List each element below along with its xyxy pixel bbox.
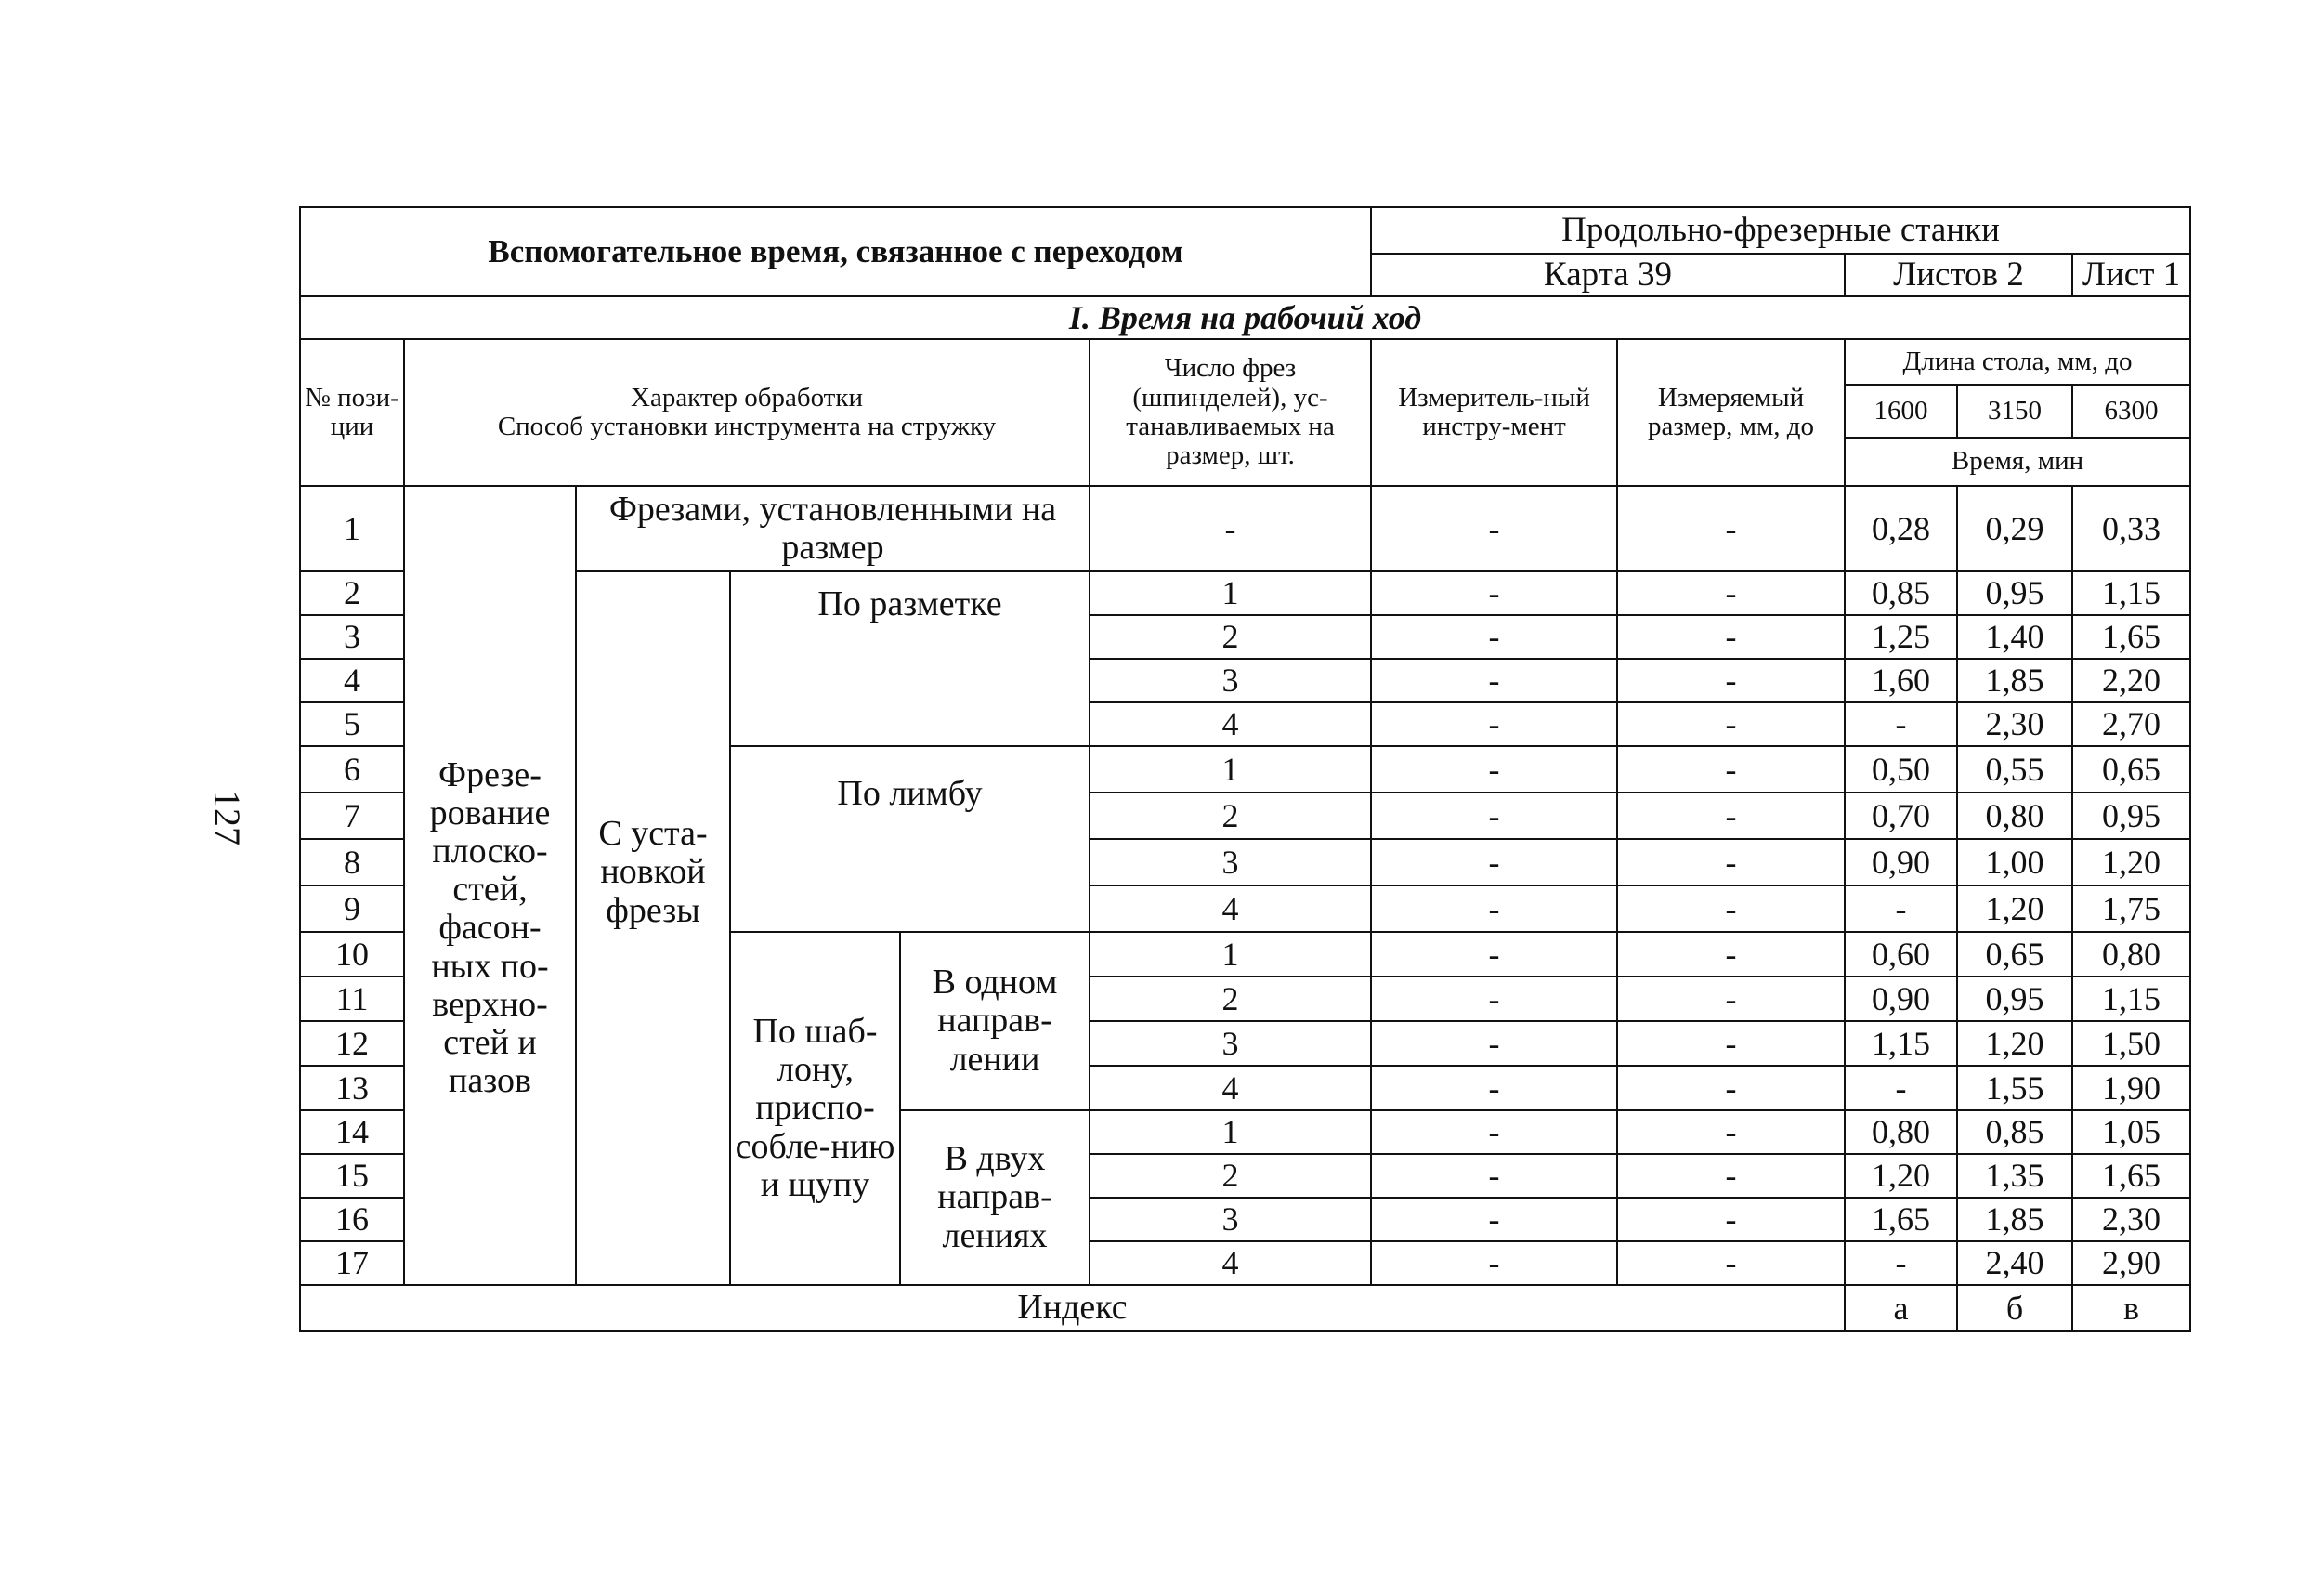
time-6300-cell: 2,20: [2072, 659, 2190, 702]
position-cell: 15: [300, 1154, 404, 1198]
cutters-cell: 3: [1090, 1198, 1371, 1241]
col-header-table-length: Длина стола, мм, до: [1845, 339, 2190, 385]
time-3150-cell: 0,85: [1957, 1110, 2072, 1154]
cutters-cell: 4: [1090, 885, 1371, 932]
time-1600-cell: 0,70: [1845, 793, 1957, 839]
position-cell: 14: [300, 1110, 404, 1154]
time-6300-cell: 1,75: [2072, 885, 2190, 932]
time-1600-cell: 1,20: [1845, 1154, 1957, 1198]
time-1600-cell: 0,50: [1845, 746, 1957, 793]
position-cell: 12: [300, 1021, 404, 1066]
time-6300-cell: 1,15: [2072, 977, 2190, 1021]
measured-size-cell: -: [1617, 659, 1845, 702]
page-number: 127: [206, 790, 249, 845]
time-6300-cell: 1,15: [2072, 571, 2190, 615]
cutters-cell: -: [1090, 486, 1371, 571]
auxiliary-time-card-table: [299, 206, 2191, 1332]
measuring-tool-cell: -: [1371, 885, 1617, 932]
card-title: Вспомогательное время, связанное с переходом: [300, 207, 1371, 296]
cutters-cell: 3: [1090, 1021, 1371, 1066]
time-6300-cell: 1,65: [2072, 615, 2190, 659]
time-3150-cell: 2,40: [1957, 1241, 2072, 1285]
cutters-cell: 1: [1090, 746, 1371, 793]
time-1600-cell: 1,25: [1845, 615, 1957, 659]
group-one-direction: В одном направ-лении: [900, 932, 1090, 1110]
position-cell: 16: [300, 1198, 404, 1241]
col-header-length: 1600: [1845, 385, 1957, 438]
section-title: I. Время на рабочий ход: [300, 296, 2190, 339]
measuring-tool-cell: -: [1371, 977, 1617, 1021]
position-cell: 17: [300, 1241, 404, 1285]
time-3150-cell: 1,40: [1957, 615, 2072, 659]
col-header-processing-type: Характер обработки: [631, 382, 863, 413]
time-6300-cell: 1,20: [2072, 839, 2190, 885]
cutters-cell: 2: [1090, 977, 1371, 1021]
measuring-tool-cell: -: [1371, 659, 1617, 702]
time-3150-cell: 0,80: [1957, 793, 2072, 839]
position-cell: 4: [300, 659, 404, 702]
group-by-marking: По разметке: [730, 571, 1090, 746]
time-3150-cell: 0,95: [1957, 977, 2072, 1021]
time-6300-cell: 1,90: [2072, 1066, 2190, 1110]
group-two-directions: В двух направ-лениях: [900, 1110, 1090, 1285]
cutters-cell: 3: [1090, 659, 1371, 702]
time-1600-cell: 0,90: [1845, 839, 1957, 885]
measured-size-cell: -: [1617, 1110, 1845, 1154]
cutters-cell: 2: [1090, 793, 1371, 839]
measured-size-cell: -: [1617, 1198, 1845, 1241]
time-3150-cell: 0,29: [1957, 486, 2072, 571]
position-cell: 13: [300, 1066, 404, 1110]
measuring-tool-cell: -: [1371, 1198, 1617, 1241]
col-header-position: № пози-ции: [300, 339, 404, 486]
time-3150-cell: 0,55: [1957, 746, 2072, 793]
time-1600-cell: -: [1845, 885, 1957, 932]
group-milling-text: Фрезе-рование плоско-стей, фасон-ных по-верхно-стей и пазов: [429, 755, 551, 1100]
measuring-tool-cell: -: [1371, 1110, 1617, 1154]
cutters-cell: 4: [1090, 1241, 1371, 1285]
cutters-cell: 3: [1090, 839, 1371, 885]
sheets-count: Листов 2: [1845, 254, 2072, 296]
time-1600-cell: -: [1845, 702, 1957, 746]
time-3150-cell: 1,55: [1957, 1066, 2072, 1110]
measuring-tool-cell: -: [1371, 1241, 1617, 1285]
position-cell: 7: [300, 793, 404, 839]
position-cell: 10: [300, 932, 404, 977]
measured-size-cell: -: [1617, 702, 1845, 746]
time-1600-cell: 0,28: [1845, 486, 1957, 571]
col-header-measured-size: Измеряемый размер, мм, до: [1617, 339, 1845, 486]
measured-size-cell: -: [1617, 486, 1845, 571]
measured-size-cell: -: [1617, 793, 1845, 839]
group-with-setup: С уста-новкой фрезы: [576, 571, 730, 1285]
time-1600-cell: 0,85: [1845, 571, 1957, 615]
time-6300-cell: 2,70: [2072, 702, 2190, 746]
measuring-tool-cell: -: [1371, 615, 1617, 659]
col-header-processing: [404, 339, 1090, 486]
cutters-cell: 4: [1090, 1066, 1371, 1110]
time-1600-cell: 0,90: [1845, 977, 1957, 1021]
measuring-tool-cell: -: [1371, 839, 1617, 885]
time-6300-cell: 0,65: [2072, 746, 2190, 793]
col-header-length: 6300: [2072, 385, 2190, 438]
col-header-length: 3150: [1957, 385, 2072, 438]
time-6300-cell: 1,65: [2072, 1154, 2190, 1198]
measuring-tool-cell: -: [1371, 486, 1617, 571]
cutters-cell: 1: [1090, 571, 1371, 615]
cutters-cell: 2: [1090, 1154, 1371, 1198]
time-6300-cell: 0,80: [2072, 932, 2190, 977]
time-1600-cell: 1,65: [1845, 1198, 1957, 1241]
time-1600-cell: 0,80: [1845, 1110, 1957, 1154]
measuring-tool-cell: -: [1371, 746, 1617, 793]
time-3150-cell: 1,35: [1957, 1154, 2072, 1198]
measured-size-cell: -: [1617, 571, 1845, 615]
measured-size-cell: -: [1617, 1066, 1845, 1110]
time-3150-cell: 1,85: [1957, 659, 2072, 702]
group-set-size: Фрезами, установленными на размер: [576, 486, 1090, 571]
time-1600-cell: -: [1845, 1241, 1957, 1285]
measuring-tool-cell: -: [1371, 1154, 1617, 1198]
position-cell: 1: [300, 486, 404, 571]
time-6300-cell: 1,05: [2072, 1110, 2190, 1154]
cutters-cell: 1: [1090, 1110, 1371, 1154]
position-cell: 5: [300, 702, 404, 746]
measuring-tool-cell: -: [1371, 702, 1617, 746]
group-by-template: По шаб-лону, приспо-собле-нию и щупу: [730, 932, 900, 1285]
measured-size-cell: -: [1617, 977, 1845, 1021]
time-3150-cell: 1,85: [1957, 1198, 2072, 1241]
col-header-time: Время, мин: [1845, 438, 2190, 486]
index-label: Индекс: [300, 1285, 1845, 1331]
time-6300-cell: 2,90: [2072, 1241, 2190, 1285]
time-6300-cell: 0,95: [2072, 793, 2190, 839]
position-cell: 2: [300, 571, 404, 615]
cutters-cell: 2: [1090, 615, 1371, 659]
position-cell: 9: [300, 885, 404, 932]
position-cell: 8: [300, 839, 404, 885]
time-6300-cell: 0,33: [2072, 486, 2190, 571]
machine-type: Продольно-фрезерные станки: [1371, 207, 2190, 254]
cutters-cell: 1: [1090, 932, 1371, 977]
measured-size-cell: -: [1617, 1154, 1845, 1198]
position-cell: 11: [300, 977, 404, 1021]
time-3150-cell: 0,65: [1957, 932, 2072, 977]
group-milling: [404, 486, 576, 1285]
measuring-tool-cell: -: [1371, 571, 1617, 615]
time-1600-cell: 0,60: [1845, 932, 1957, 977]
measured-size-cell: -: [1617, 1021, 1845, 1066]
group-by-limb: По лимбу: [730, 746, 1090, 932]
measuring-tool-cell: -: [1371, 1066, 1617, 1110]
measured-size-cell: -: [1617, 1241, 1845, 1285]
index-cell: в: [2072, 1285, 2190, 1331]
time-3150-cell: 1,20: [1957, 1021, 2072, 1066]
index-cell: б: [1957, 1285, 2072, 1331]
card-number: Карта 39: [1371, 254, 1845, 296]
time-6300-cell: 1,50: [2072, 1021, 2190, 1066]
col-header-tool-setup: Способ установки инструмента на стружку: [497, 412, 997, 441]
measuring-tool-cell: -: [1371, 793, 1617, 839]
measured-size-cell: -: [1617, 746, 1845, 793]
measuring-tool-cell: -: [1371, 932, 1617, 977]
time-1600-cell: -: [1845, 1066, 1957, 1110]
time-3150-cell: 2,30: [1957, 702, 2072, 746]
time-6300-cell: 2,30: [2072, 1198, 2190, 1241]
time-1600-cell: 1,60: [1845, 659, 1957, 702]
time-3150-cell: 1,20: [1957, 885, 2072, 932]
measured-size-cell: -: [1617, 839, 1845, 885]
position-cell: 6: [300, 746, 404, 793]
index-cell: а: [1845, 1285, 1957, 1331]
measured-size-cell: -: [1617, 615, 1845, 659]
position-cell: 3: [300, 615, 404, 659]
time-3150-cell: 0,95: [1957, 571, 2072, 615]
measured-size-cell: -: [1617, 932, 1845, 977]
time-1600-cell: 1,15: [1845, 1021, 1957, 1066]
col-header-measuring-tool: Измеритель-ный инстру-мент: [1371, 339, 1617, 486]
table-row: [300, 571, 2190, 615]
measuring-tool-cell: -: [1371, 1021, 1617, 1066]
measured-size-cell: -: [1617, 885, 1845, 932]
cutters-cell: 4: [1090, 702, 1371, 746]
sheet-number: Лист 1: [2072, 254, 2190, 296]
time-3150-cell: 1,00: [1957, 839, 2072, 885]
col-header-cutters: Число фрез (шпинделей), ус-танавливаемых на размер, шт.: [1090, 339, 1371, 486]
table-row: [300, 486, 2190, 571]
